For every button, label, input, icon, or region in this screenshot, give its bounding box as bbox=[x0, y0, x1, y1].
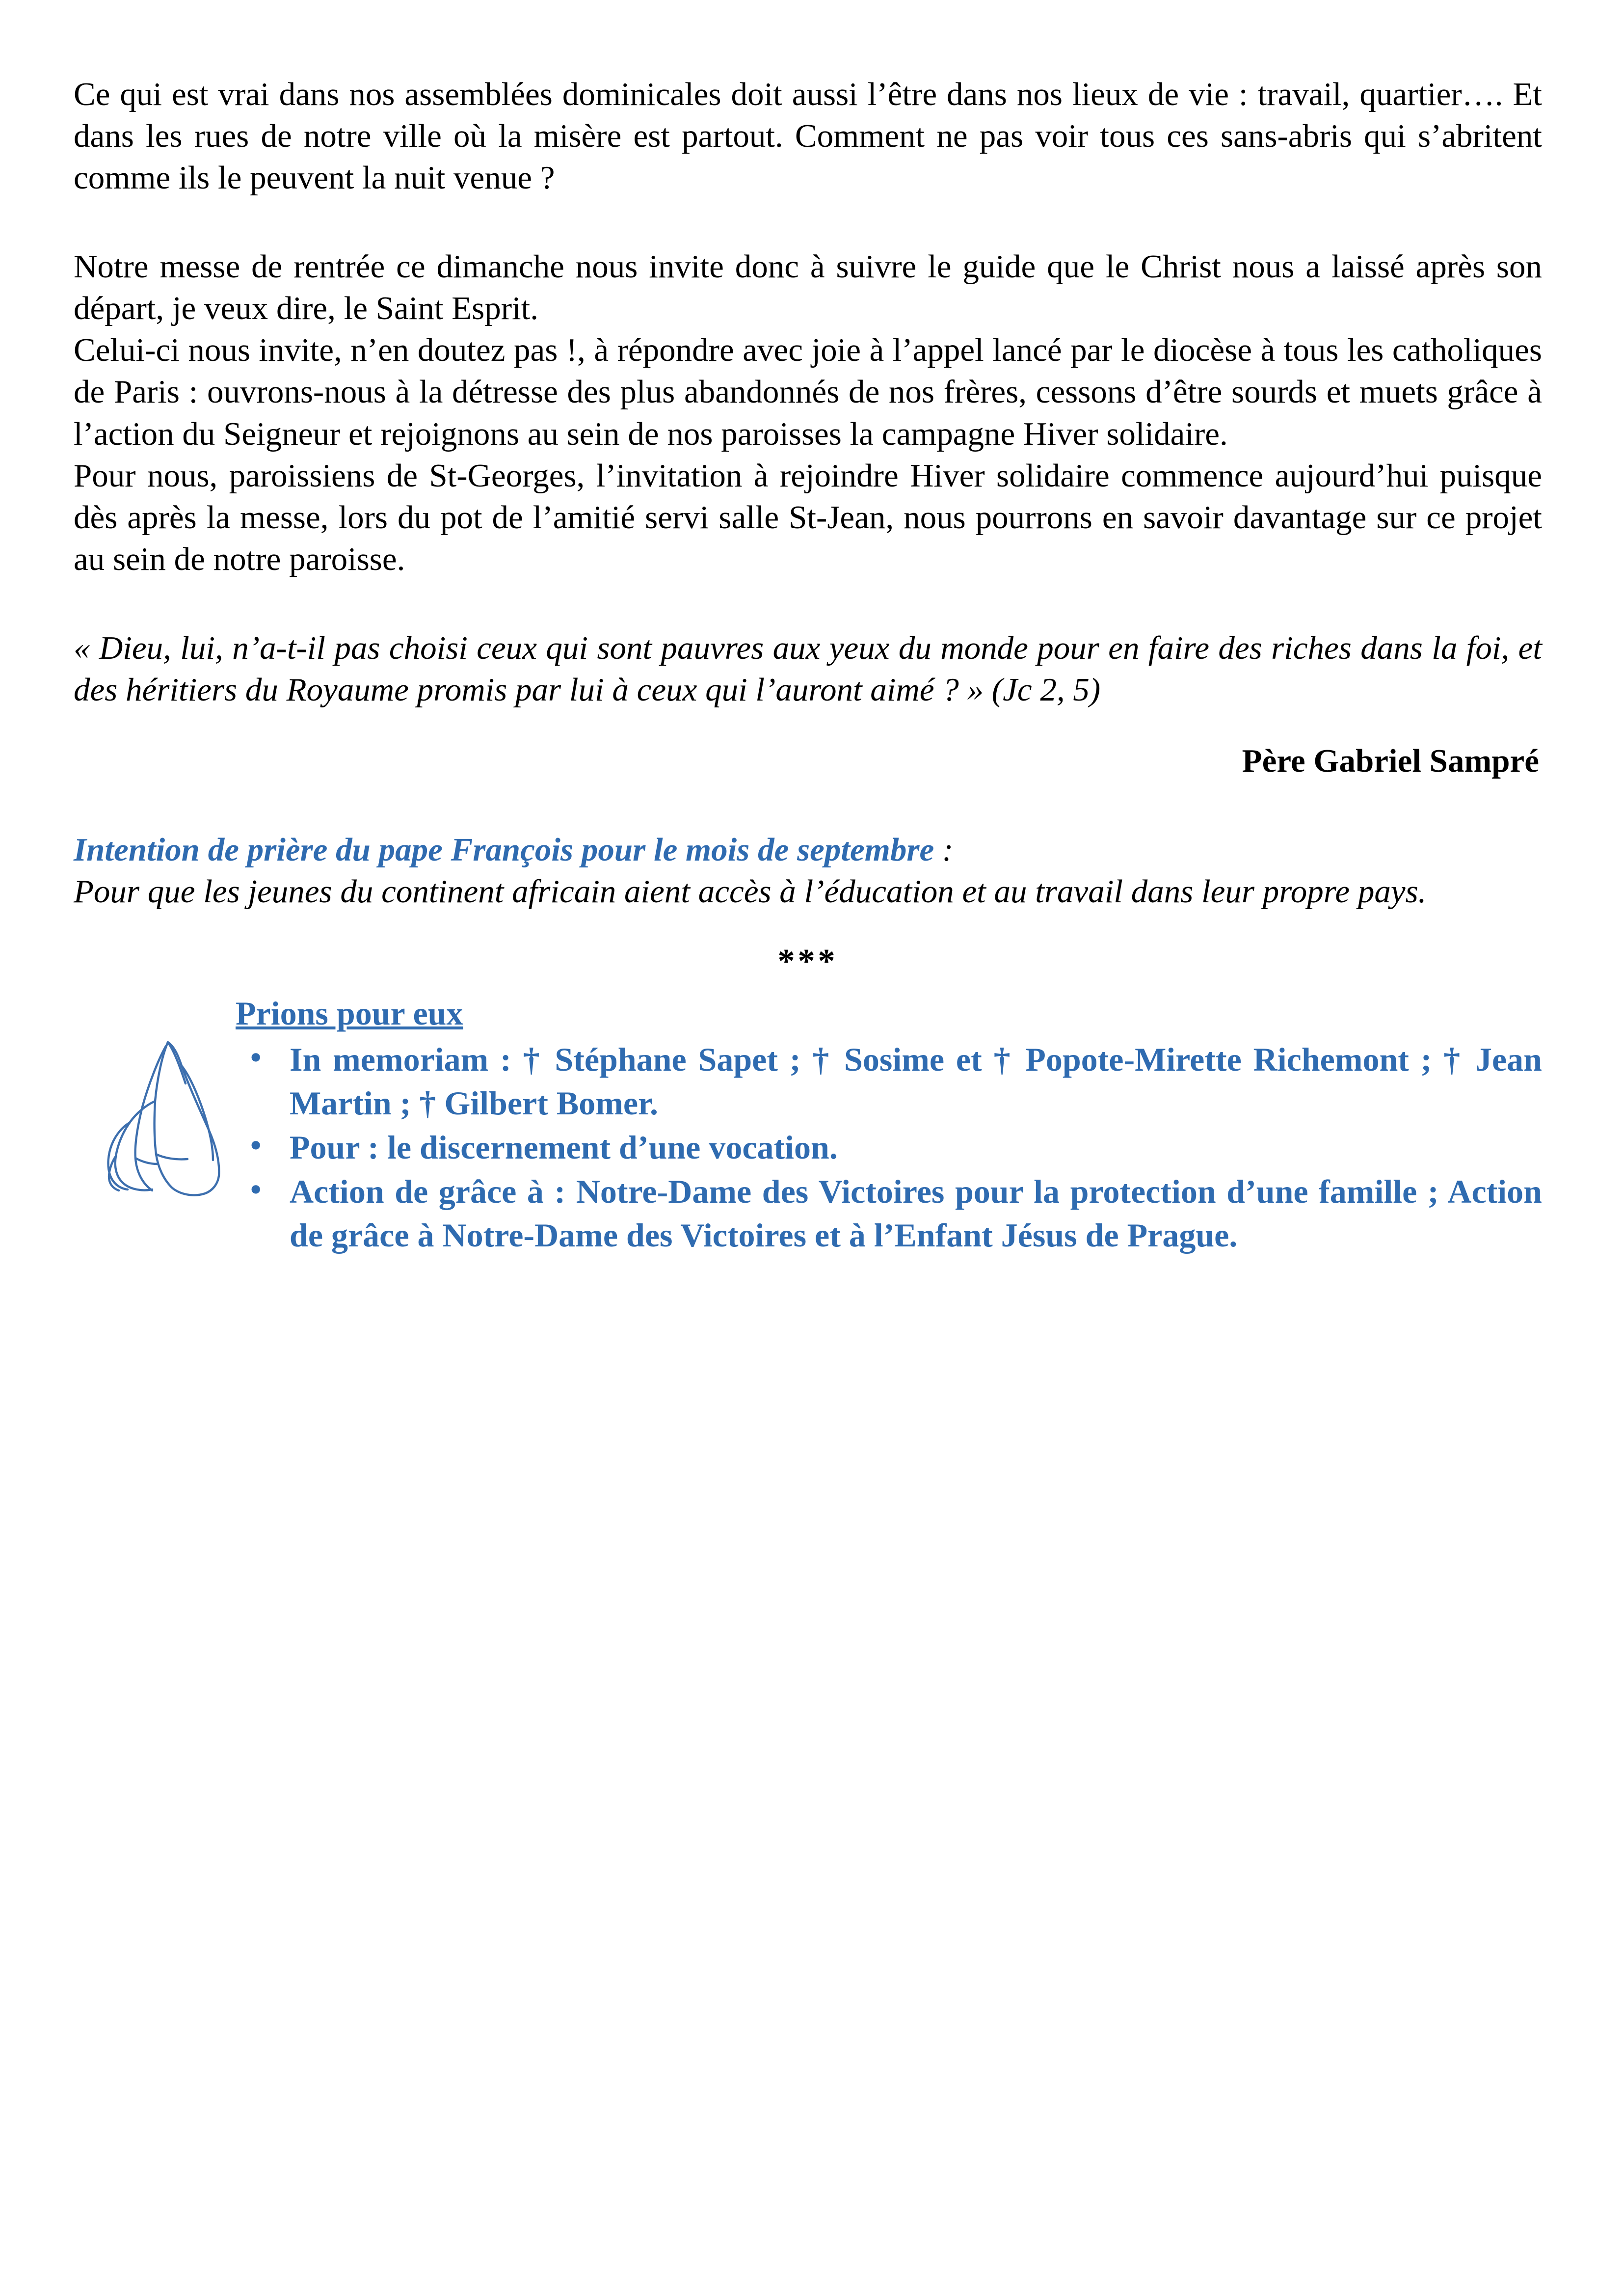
praying-hands-icon bbox=[103, 1036, 231, 1203]
list-item: • In memoriam : † Stéphane Sapet ; † Sosime et † Popote-Mirette Richemont ; † Jean Martin ; † Gilbert Bomer. bbox=[236, 1038, 1542, 1125]
spacer bbox=[74, 913, 1542, 942]
spacer bbox=[74, 580, 1542, 627]
prayer-intention-text: Pour que les jeunes du continent africain aient accès à l’éducation et au travail dans leur propre pays. bbox=[74, 873, 1427, 910]
prayer-intention-heading: Intention de prière du pape François pour le mois de septembre bbox=[74, 832, 934, 868]
paragraph-1: Ce qui est vrai dans nos assemblées dominicales doit aussi l’être dans nos lieux de vie : travail, quartier…. Et dans les rues de notre ville où la misère est partout. Comment ne pas voir tous ces sans-abris qui s’abritent comme ils le peuvent la nuit venue ? bbox=[74, 76, 1542, 196]
paragraph-4: Pour nous, paroissiens de St-Georges, l’invitation à rejoindre Hiver solidaire commence aujourd’hui puisque dès après la messe, lors du pot de l’amitié servi salle St-Jean, nous pourrons en savoir davantage sur ce projet au sein de notre paroisse. bbox=[74, 457, 1542, 577]
spacer bbox=[74, 199, 1542, 246]
prayer-section bbox=[74, 994, 1542, 1257]
list-item: • Action de grâce à : Notre-Dame des Victoires pour la protection d’une famille ; Action de grâce à Notre-Dame des Victoires et à l’Enfant Jésus de Prague. bbox=[236, 1170, 1542, 1257]
list-item: • Pour : le discernement d’une vocation. bbox=[236, 1126, 1542, 1169]
spacer bbox=[74, 782, 1542, 829]
prayer-intention-colon: : bbox=[934, 832, 954, 868]
scripture-quote: « Dieu, lui, n’a-t-il pas choisi ceux qui sont pauvres aux yeux du monde pour en faire des riches dans la foi, et des héritiers du Royaume promis par lui à ceux qui l’auront aimé ? » (Jc 2, 5) bbox=[74, 629, 1542, 708]
prayer-intention-block bbox=[74, 829, 1542, 871]
paragraph-2: Notre messe de rentrée ce dimanche nous invite donc à suivre le guide que le Christ nous a laissé après son départ, je veux dire, le Saint Esprit. bbox=[74, 248, 1542, 327]
spacer bbox=[74, 711, 1542, 740]
author-signature: Père Gabriel Sampré bbox=[1242, 743, 1539, 780]
paragraph-3: Celui-ci nous invite, n’en doutez pas !, à répondre avec joie à l’appel lancé par le diocèse à tous les catholiques de Paris : ouvrons-nous à la détresse des plus abandonnés de nos frères, cessons d’être sourds et muets grâce à l’action du Seigneur et rejoignons au sein de nos paroisses la campagne Hiver solidaire. bbox=[74, 332, 1542, 452]
prayer-list bbox=[74, 1038, 1542, 1257]
section-separator: *** bbox=[777, 943, 838, 981]
prayer-section-title: Prions pour eux bbox=[236, 995, 463, 1032]
